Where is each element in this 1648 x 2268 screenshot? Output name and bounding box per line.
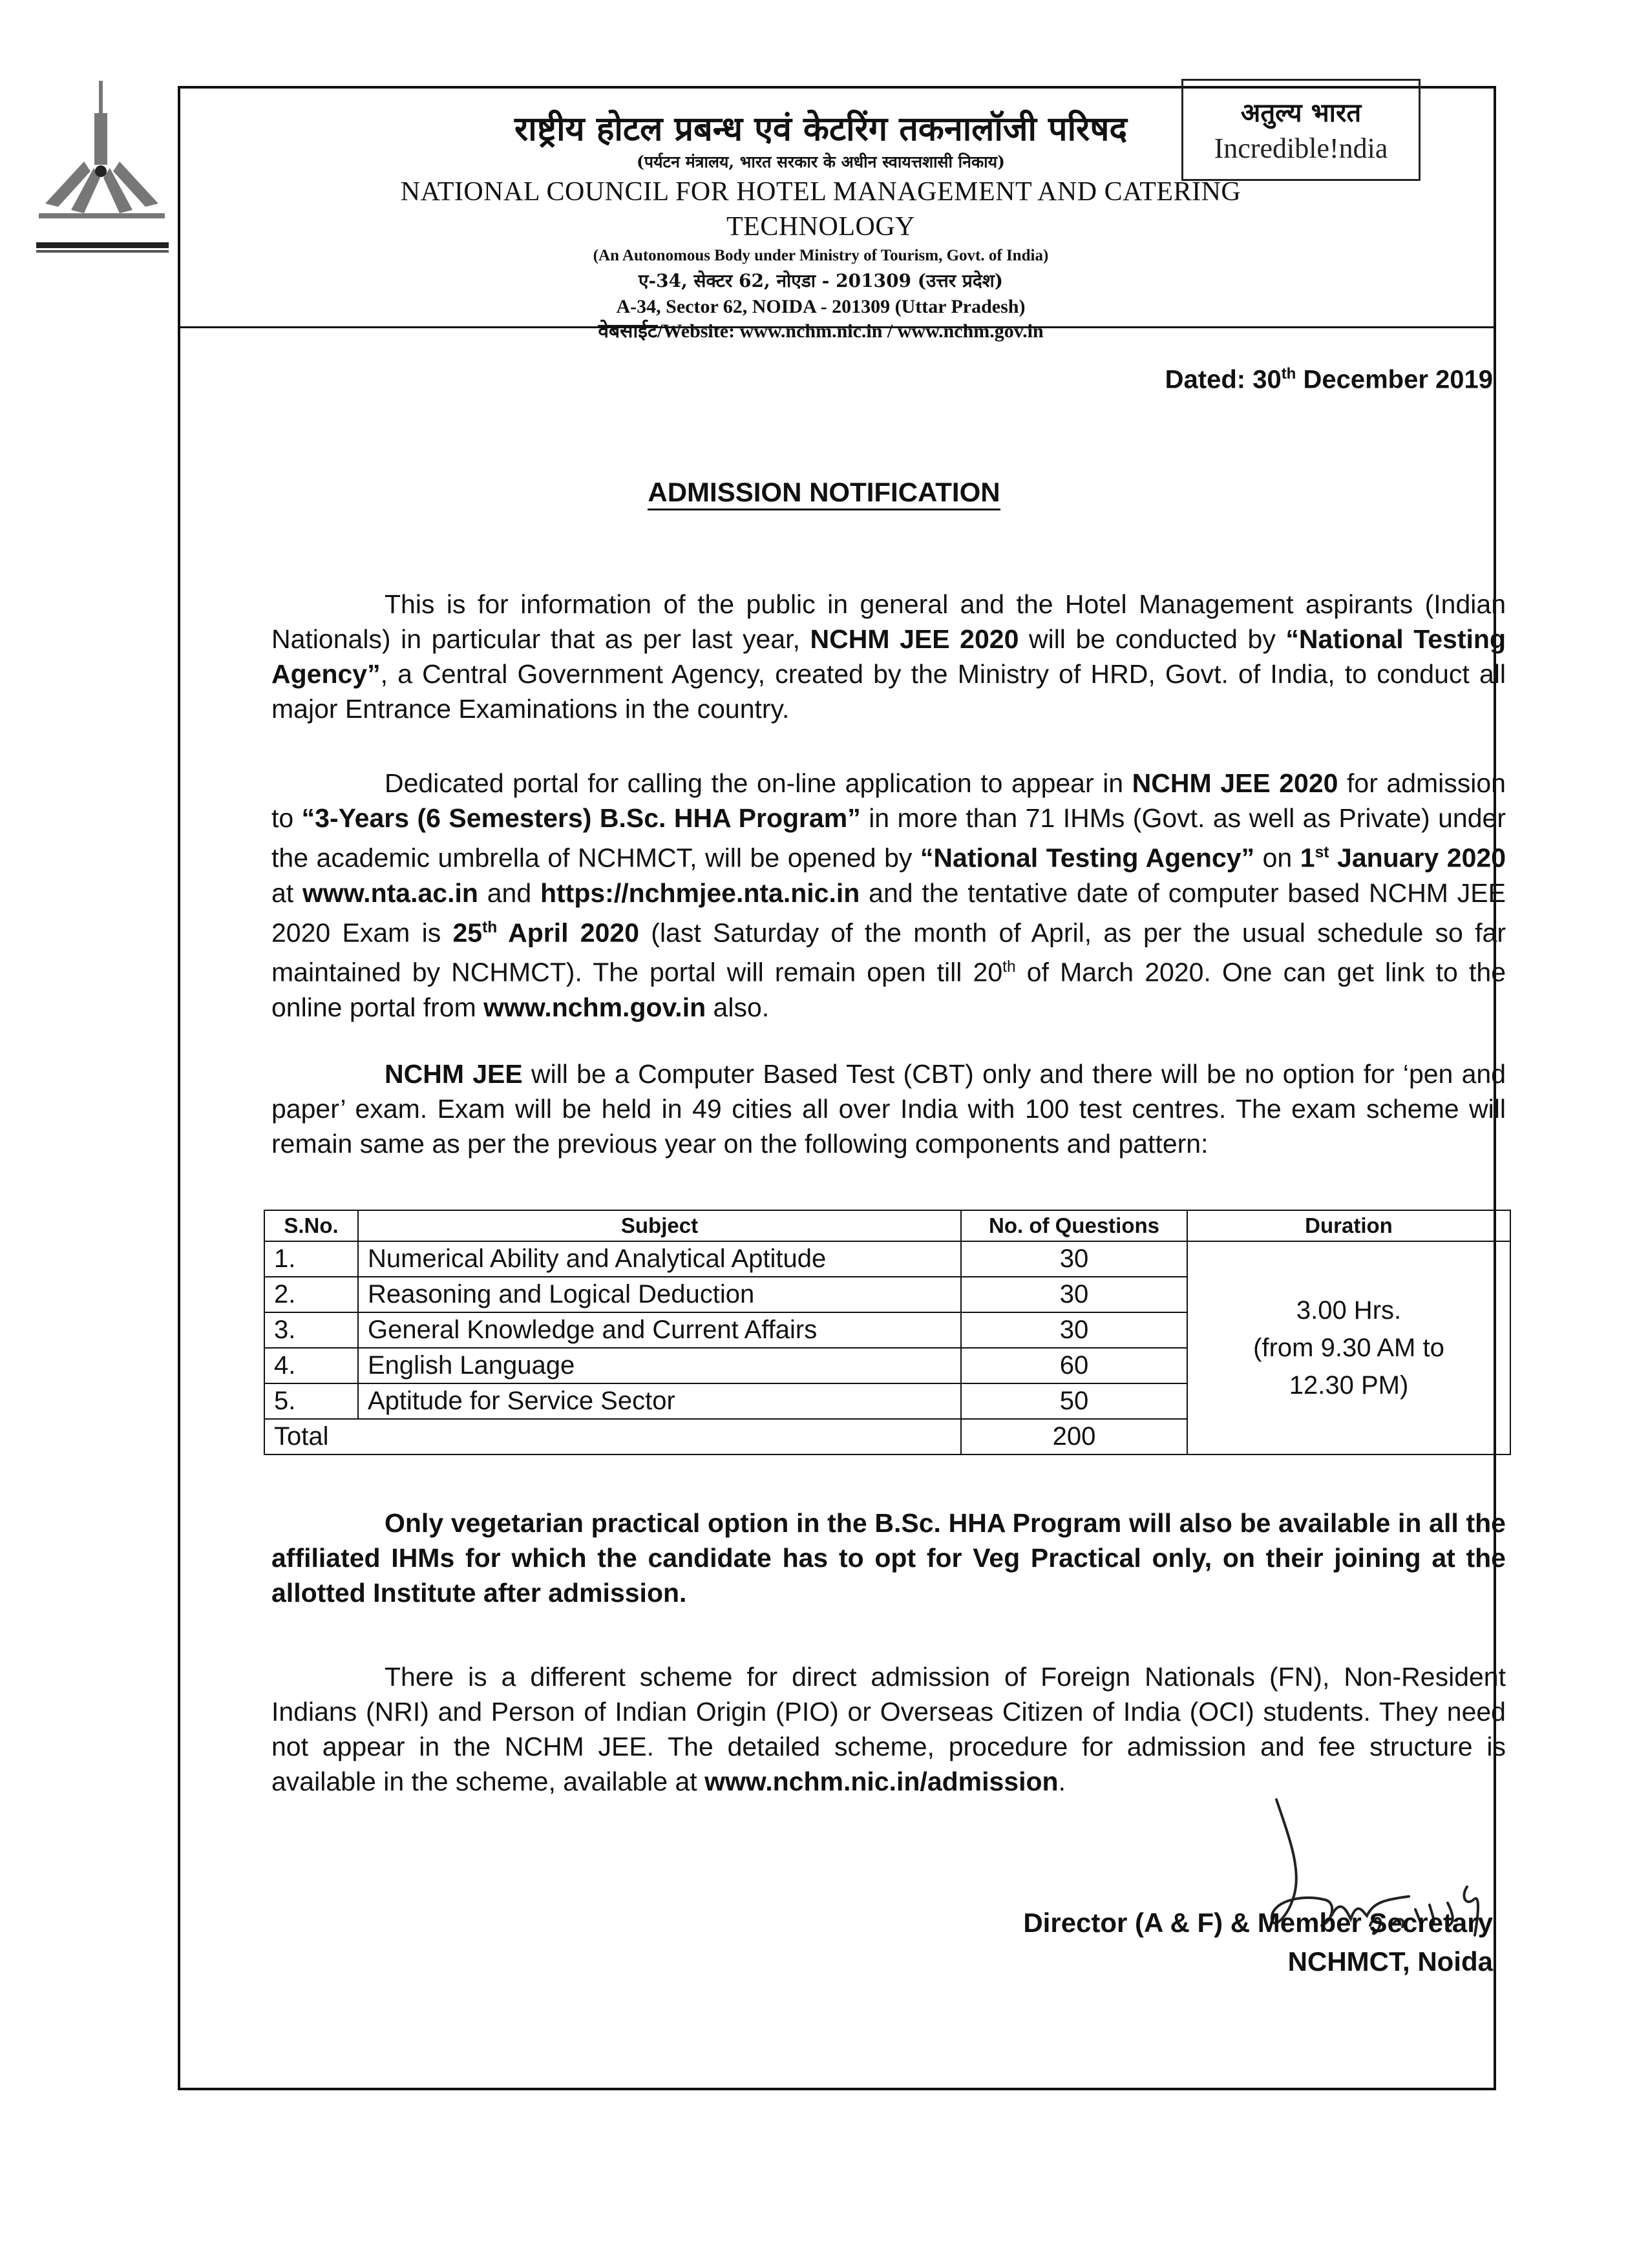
org-website: वेबसाईट/Website: www.nchm.nic.in / www.nchm.gov.in bbox=[598, 320, 1044, 342]
cell-total-label: Total bbox=[264, 1419, 961, 1454]
org-hindi-address: ए-34, सेक्टर 62, नोएडा - 201309 (उत्तर प्रदेश) bbox=[638, 270, 1004, 291]
text: NCHM JEE 2020 bbox=[810, 624, 1019, 654]
cell-total-questions: 200 bbox=[961, 1419, 1187, 1454]
duration-line: (from 9.30 AM to bbox=[1253, 1334, 1444, 1362]
cell-sno: 4. bbox=[264, 1348, 358, 1383]
text: There is a different scheme for direct admission of Foreign Nationals (FN), Non-Resident Indians (NRI) and Person of Indian Origin (PIO) or Overseas Citizen of India (OCI) students. They need not appear in the NCHM JEE. The detailed scheme, procedure for admission and fee structure is available in the scheme, available at bbox=[271, 1662, 1506, 1796]
text: at bbox=[271, 877, 303, 908]
org-english-subtitle: (An Autonomous Body under Ministry of Tourism, Govt. of India) bbox=[593, 247, 1049, 264]
cell-sno: 3. bbox=[264, 1312, 358, 1348]
paragraph-1 bbox=[271, 587, 1506, 726]
text: for admission to bbox=[271, 768, 1506, 833]
col-subject: Subject bbox=[358, 1210, 961, 1241]
table-row bbox=[264, 1241, 1510, 1277]
notice-title-text: ADMISSION NOTIFICATION bbox=[648, 477, 1000, 510]
text: th bbox=[482, 918, 498, 936]
text: of March 2020. One can get link to the online portal from bbox=[271, 957, 1506, 1022]
cell-questions: 30 bbox=[961, 1277, 1187, 1312]
text: will be conducted by bbox=[1019, 624, 1286, 654]
text: th bbox=[1002, 958, 1016, 976]
table-header-row bbox=[264, 1210, 1510, 1241]
org-hindi-subtitle: (पर्यटन मंत्रालय, भारत सरकार के अधीन स्वायत्तशासी निकाय) bbox=[637, 152, 1005, 171]
text: January 2020 bbox=[1329, 843, 1506, 873]
text: This is for information of the public in general and the Hotel Management aspirants (Indian Nationals) in particular that as per last year, bbox=[271, 589, 1506, 654]
text: , a Central Government Agency, created by the Ministry of HRD, Govt. of India, to conduct all major Entrance Examinations in the country. bbox=[271, 659, 1506, 724]
text: (last Saturday of the month of April, as per the usual schedule so far maintained by NCHMCT). The portal will remain open till 20 bbox=[271, 918, 1506, 987]
paragraph-3 bbox=[271, 1056, 1506, 1161]
paragraph-2 bbox=[271, 766, 1506, 1025]
cell-questions: 30 bbox=[961, 1312, 1187, 1348]
signatory-title: Director (A & F) & Member Secretary bbox=[1023, 1907, 1493, 1938]
org-english-title: NATIONAL COUNCIL FOR HOTEL MANAGEMENT AND CATERING TECHNOLOGY bbox=[400, 177, 1241, 242]
col-sno: S.No. bbox=[264, 1210, 358, 1241]
cell-sno: 5. bbox=[264, 1383, 358, 1419]
date-suffix: December 2019 bbox=[1296, 365, 1493, 394]
notice-title bbox=[0, 477, 1648, 508]
notice-date bbox=[1165, 365, 1493, 394]
signatory-organization: NCHMCT, Noida bbox=[1287, 1946, 1493, 1977]
paragraph-5 bbox=[271, 1659, 1506, 1799]
org-hindi-title: राष्ट्रीय होटल प्रबन्ध एवं केटरिंग तकनालॉजी परिषद bbox=[514, 109, 1127, 149]
cell-subject: Aptitude for Service Sector bbox=[358, 1383, 961, 1419]
incredible-india-logo bbox=[1181, 79, 1421, 181]
text: in more than 71 IHMs (Govt. as well as Private) under the academic umbrella of NCHMCT, will be opened by bbox=[271, 803, 1506, 873]
text: NCHM JEE 2020 bbox=[1132, 768, 1338, 798]
text: Only vegetarian practical option in the B.Sc. HHA Program will also be available in all the affiliated IHMs for which the candidate has to opt for Veg Practical only, on their joining at the allotted Institute after admission. bbox=[271, 1508, 1506, 1608]
cell-sno: 1. bbox=[264, 1241, 358, 1277]
cell-subject: General Knowledge and Current Affairs bbox=[358, 1312, 961, 1348]
text: and the tentative date of computer based NCHM JEE 2020 Exam is bbox=[271, 877, 1506, 948]
cell-questions: 30 bbox=[961, 1241, 1187, 1277]
col-duration: Duration bbox=[1187, 1210, 1510, 1241]
incredible-india-hindi: अतुल्य भारत bbox=[1240, 98, 1362, 128]
admission-link[interactable]: www.nchm.nic.in/admission bbox=[704, 1767, 1059, 1796]
text: NCHM JEE bbox=[385, 1059, 523, 1089]
cell-subject: Reasoning and Logical Deduction bbox=[358, 1277, 961, 1312]
org-english-address: A-34, Sector 62, NOIDA - 201309 (Uttar Pradesh) bbox=[616, 296, 1026, 317]
col-questions: No. of Questions bbox=[961, 1210, 1187, 1241]
cell-questions: 50 bbox=[961, 1383, 1187, 1419]
text: on bbox=[1254, 843, 1300, 873]
text: Dedicated portal for calling the on-line application to appear in bbox=[385, 768, 1132, 798]
text: . bbox=[1058, 1767, 1066, 1796]
organization-header bbox=[330, 109, 1312, 344]
text: 25 bbox=[452, 918, 483, 948]
exam-scheme-table bbox=[264, 1210, 1511, 1455]
paragraph-4 bbox=[271, 1506, 1506, 1610]
text: 1 bbox=[1300, 843, 1315, 873]
cell-duration bbox=[1187, 1241, 1510, 1454]
text: st bbox=[1315, 844, 1329, 861]
duration-line: 3.00 Hrs. bbox=[1296, 1296, 1402, 1325]
nta-link[interactable]: www.nta.ac.in bbox=[302, 877, 478, 908]
text: “3-Years (6 Semesters) B.Sc. HHA Program” bbox=[301, 803, 861, 833]
date-prefix: Dated: 30 bbox=[1165, 365, 1282, 394]
incredible-india-english: Incredible!ndia bbox=[1214, 132, 1388, 164]
nchm-gov-link[interactable]: www.nchm.gov.in bbox=[483, 992, 706, 1022]
cell-questions: 60 bbox=[961, 1348, 1187, 1383]
nchmct-logo bbox=[32, 48, 171, 262]
date-sup: th bbox=[1281, 365, 1296, 383]
text: will be a Computer Based Test (CBT) only and there will be no option for ‘pen and paper’ exam. Exam will be held in 49 cities all over India with 100 test centres. The exam scheme will remain same as per the previous year on the following components and pattern: bbox=[271, 1059, 1506, 1159]
text: and bbox=[478, 877, 540, 908]
cell-subject: English Language bbox=[358, 1348, 961, 1383]
cell-sno: 2. bbox=[264, 1277, 358, 1312]
cell-subject: Numerical Ability and Analytical Aptitude bbox=[358, 1241, 961, 1277]
text: also. bbox=[706, 992, 770, 1022]
nchmjee-link[interactable]: https://nchmjee.nta.nic.in bbox=[540, 877, 860, 908]
text: April 2020 bbox=[497, 918, 639, 948]
text: “National Testing Agency” bbox=[271, 624, 1506, 689]
duration-line: 12.30 PM) bbox=[1289, 1371, 1409, 1400]
text: “National Testing Agency” bbox=[920, 843, 1255, 873]
